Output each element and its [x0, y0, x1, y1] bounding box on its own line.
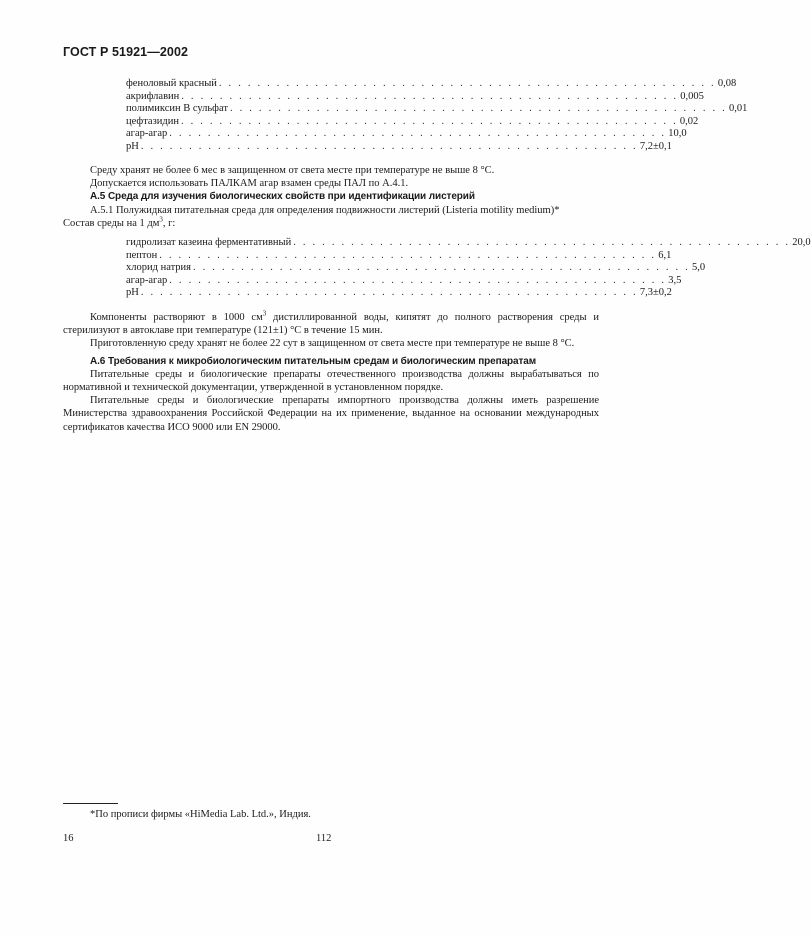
- list-item: хлорид натрия . . . . . . . . . . . . . . . . . . . . . . . . . . . . . . . . . . . . . . . . . . . . . . . . . . . . 5,0: [126, 262, 706, 274]
- list-item: пептон . . . . . . . . . . . . . . . . . . . . . . . . . . . . . . . . . . . . . . . . . . . . . . . . . . . . 6,1: [126, 249, 672, 261]
- section-a6-title: А.6 Требования к микробиологическим питательным средам и биологическим препаратам: [90, 355, 537, 367]
- item-value: 20,0: [792, 237, 811, 248]
- list-item: pH . . . . . . . . . . . . . . . . . . . . . . . . . . . . . . . . . . . . . . . . . . . . . . . . . . . . 7,2±0,1: [126, 140, 672, 152]
- list-item: агар-агар . . . . . . . . . . . . . . . . . . . . . . . . . . . . . . . . . . . . . . . . . . . . . . . . . . . . 10,0: [126, 128, 687, 140]
- a51-paragraph: А.5.1 Полужидкая питательная среда для определения подвижности листерий (Listeria motility medium)*: [90, 204, 560, 216]
- list-item: акрифлавин . . . . . . . . . . . . . . . . . . . . . . . . . . . . . . . . . . . . . . . . . . . . . . . . . . . . 0,005: [126, 90, 704, 102]
- item-name: агар-агар: [126, 274, 168, 286]
- document-header: ГОСТ Р 51921—2002: [63, 45, 189, 59]
- storage-paragraph-2: Приготовленную среду хранят не более 22 сут в защищенном от света месте при температуре не выше 8 °С.: [90, 338, 575, 350]
- item-value: 10,0: [668, 128, 687, 140]
- composition-list-1: [126, 78, 748, 154]
- item-value: 7,3±0,2: [639, 287, 672, 299]
- item-value: 6,1: [658, 249, 672, 261]
- item-value: 5,0: [691, 262, 706, 274]
- item-value: 0,01: [728, 103, 748, 115]
- item-name: акрифлавин: [126, 90, 180, 102]
- footnote: *По прописи фирмы «HiMedia Lab. Ltd.», Индия.: [90, 809, 311, 820]
- item-value: 3,5: [668, 274, 682, 286]
- preparation-paragraph: Компоненты растворяют в 1000 $см^3$ дистиллированной воды, кипятят до полного растворения среды и стерилизуют в автоклаве при температуре (121±1) °С в течение 15 мин.: [63, 309, 599, 337]
- palkam-paragraph: Допускается использовать ПАЛКАМ агар взамен среды ПАЛ по А.4.1.: [90, 178, 409, 190]
- list-item: агар-агар . . . . . . . . . . . . . . . . . . . . . . . . . . . . . . . . . . . . . . . . . . . . . . . . . . . . 3,5: [126, 274, 682, 286]
- list-item: pH . . . . . . . . . . . . . . . . . . . . . . . . . . . . . . . . . . . . . . . . . . . . . . . . . . . . 7,3±0,2: [126, 287, 672, 299]
- list-item: феноловый красный . . . . . . . . . . . . . . . . . . . . . . . . . . . . . . . . . . . . . . . . . . . . . . . . . . . . 0,08: [126, 78, 737, 89]
- list-item: цефтазидин . . . . . . . . . . . . . . . . . . . . . . . . . . . . . . . . . . . . . . . . . . . . . . . . . . . . 0,02: [126, 115, 699, 127]
- item-name: хлорид натрия: [126, 262, 191, 274]
- item-name: pH: [126, 287, 139, 299]
- import-paragraph: Питательные среды и биологические препараты импортного производства должны иметь разрешение Министерства здравоохранения Российской Федерации на их применение, выданное на основании международных сертификатов качества ИСО 9000 или EN 29000.: [63, 395, 599, 433]
- item-name: пептон: [126, 249, 158, 261]
- footnote-rule: [63, 803, 118, 804]
- item-value: 0,005: [680, 90, 704, 102]
- list-item: полимиксин В сульфат . . . . . . . . . . . . . . . . . . . . . . . . . . . . . . . . . . . . . . . . . . . . . . . . . . . . 0,01: [126, 103, 748, 115]
- item-name: pH: [126, 140, 139, 152]
- item-value: 0,02: [679, 115, 699, 127]
- item-name: агар-агар: [126, 128, 168, 140]
- item-name: цефтазидин: [126, 115, 179, 127]
- section-a4-a5: [63, 164, 599, 230]
- storage-paragraph: Среду хранят не более 6 мес в защищенном от света месте при температуре не выше 8 °С.: [90, 165, 495, 176]
- composition-list-2: [126, 237, 811, 300]
- section-a5-title: А.5 Среда для изучения биологических свойств при идентификации листерий: [90, 191, 475, 203]
- list-item: гидролизат казеина ферментативный . . . . . . . . . . . . . . . . . . . . . . . . . . . . . . . . . . . . . . . . . . . . . . . . . . . . 20,0: [126, 237, 811, 248]
- domestic-paragraph: Питательные среды и биологические препараты отечественного производства должны вырабатываться по нормативной и технической документации, утвержденной в установленном порядке.: [63, 368, 599, 394]
- section-a5-a6: [63, 311, 599, 434]
- page-number-left: 16: [63, 833, 74, 844]
- item-value: 7,2±0,1: [639, 140, 672, 152]
- item-name: гидролизат казеина ферментативный: [126, 237, 292, 248]
- item-value: 0,08: [717, 78, 737, 89]
- page-number-center: 112: [316, 833, 332, 844]
- item-name: феноловый красный: [126, 78, 217, 89]
- item-name: полимиксин В сульфат: [126, 103, 228, 115]
- composition-label: Состав среды на 1 $дм^3$, г:: [63, 215, 176, 229]
